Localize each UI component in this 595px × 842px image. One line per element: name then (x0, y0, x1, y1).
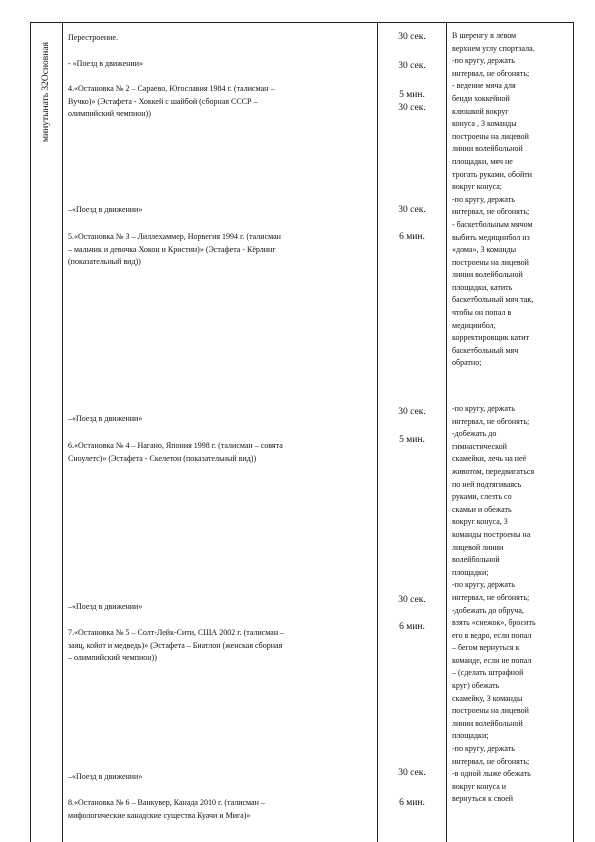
method-note (452, 30, 572, 370)
method-note-line: круг) обежать (452, 681, 500, 691)
method-note-line: -по кругу, держать (452, 404, 515, 413)
method-note-line: медицинбол, (452, 320, 496, 330)
method-note-line: по ней подтягиваясь (452, 479, 522, 489)
method-note-line: бенди хоккейной (452, 93, 510, 103)
content-paragraph-line: Перестроение. (68, 33, 118, 42)
duration-label (382, 31, 442, 43)
content-paragraph-line: Сноулетс)» (Эстафета - Скелетон (показательный вид)) (68, 453, 257, 463)
method-note-line: интервал, не обгонять; (452, 756, 530, 766)
duration-label-line: 30 сек. (398, 32, 426, 42)
content-paragraph (68, 231, 376, 269)
method-note-line: скамьи и обежать (452, 504, 512, 514)
content-paragraph-line: 6.«Остановка № 4 – Нагано, Япония 1998 г. (талисман – совята (68, 441, 283, 450)
content-paragraph-line: (показательный вид)) (68, 257, 141, 267)
method-note-line: -добежать до обруча, (452, 605, 524, 615)
method-note-line: его в ведро, если попал (452, 630, 532, 640)
method-note-line: площадки; (452, 731, 489, 741)
content-paragraph (68, 32, 376, 45)
method-note-line: -по кругу, держать (452, 56, 515, 66)
duration-label (382, 204, 442, 216)
method-note-line: команде, если не попал (452, 655, 532, 665)
method-note-line: животом, передвигаться (452, 466, 535, 476)
method-note-line: волейбольной (452, 555, 500, 565)
content-paragraph-line: –«Поезд в движении» (68, 772, 143, 781)
duration-label (382, 594, 442, 606)
content-paragraph-line: – мальчик и девочка Хокон и Кристин)» (Эстафета - Кёрлинг (68, 244, 276, 254)
content-paragraph-line: Вучко)» (Эстафета - Хоккей с шайбой (сборная СССР – (68, 96, 258, 106)
method-note-line: вокруг конуса и (452, 781, 507, 791)
method-note-line: построены на лицевой (452, 131, 529, 141)
method-note-line: площадки, катить (452, 282, 513, 292)
content-paragraph-line: олимпийский чемпион)) (68, 109, 151, 119)
method-note-line: скамейку, 3 команды (452, 693, 523, 703)
content-paragraph (68, 601, 376, 614)
duration-label (382, 797, 442, 809)
method-note-line: баскетбольный мяч так, (452, 295, 534, 305)
content-paragraph (68, 58, 376, 71)
duration-label (382, 434, 442, 446)
method-note-line: «дома», 3 команды (452, 245, 517, 255)
column-divider (377, 22, 378, 842)
method-note-line: -по кругу, держать (452, 744, 515, 754)
duration-label-line: 30 сек. (398, 103, 426, 113)
section-label-text: минутынать 32Основная (41, 42, 51, 142)
content-paragraph-line: –«Поезд в движении» (68, 414, 143, 423)
duration-label (382, 621, 442, 633)
method-note-line: площадки, мяч не (452, 156, 513, 166)
duration-label (382, 102, 442, 114)
method-note-line: команды построены на (452, 529, 531, 539)
duration-label-line: 30 сек. (398, 768, 426, 778)
content-paragraph (68, 440, 376, 465)
duration-label (382, 406, 442, 418)
content-paragraph-line: 5.«Остановка № 3 – Лиллехаммер, Норвегия 1994 г. (талисман (68, 232, 281, 241)
content-paragraph-line: 7.«Остановка № 5 – Солт-Лейк-Сити, США 2002 г. (талисман – (68, 628, 285, 637)
content-paragraph-line: заяц, койот и медведь)» (Эстафета – Биатлон (женская сборная (68, 640, 283, 650)
method-note-line: клюшкой вокруг (452, 106, 509, 116)
method-note-line: скамейки, лечь на неё (452, 454, 527, 464)
method-note-line: -по кругу, держать (452, 194, 515, 204)
content-paragraph-line: –«Поезд в движении» (68, 205, 143, 214)
duration-label-line: 30 сек. (398, 407, 426, 417)
content-paragraph (68, 771, 376, 784)
method-note-line: интервал, не обгонять; (452, 592, 530, 602)
content-paragraph-line: –«Поезд в движении» (68, 602, 143, 611)
method-note-line: баскетбольный мяч (452, 345, 519, 355)
method-note-line: обратно; (452, 358, 482, 368)
duration-label-line: 5 мин. (399, 90, 425, 100)
content-paragraph-line: 8.«Остановка № 6 – Ванкувер, Канада 2010 г. (талисман – (68, 798, 265, 807)
column-divider (62, 22, 63, 842)
method-note-line: лицевой линии (452, 542, 504, 552)
content-paragraph (68, 413, 376, 426)
method-note-line: гимнастической (452, 441, 507, 451)
section-label (31, 22, 61, 162)
method-note-line: линии волейбольной (452, 144, 523, 154)
table-right-border (573, 22, 574, 842)
method-note-line: руками, слезть со (452, 492, 512, 502)
method-note-line: вернуться к своей (452, 794, 514, 804)
method-note-line: – (сделать штрафной (452, 668, 524, 678)
content-paragraph (68, 627, 376, 665)
method-note-line: верхнем углу спортзала. (452, 43, 535, 53)
method-note (452, 403, 572, 806)
duration-label-line: 30 сек. (398, 595, 426, 605)
duration-label (382, 89, 442, 101)
duration-label-line: 6 мин. (399, 232, 425, 242)
method-note-line: -по кругу, держать (452, 580, 515, 590)
duration-label-line: 30 сек. (398, 205, 426, 215)
content-paragraph (68, 204, 376, 217)
method-note-line: вокруг конуса, 3 (452, 517, 508, 527)
method-note-line: чтобы он попал в (452, 308, 512, 318)
method-note-line: интервал, не обгонять; (452, 416, 530, 426)
content-paragraph-line: 4.«Остановка № 2 – Сараево, Югославия 1984 г. (талисман – (68, 84, 275, 93)
method-note-line: выбить медицинбол из (452, 232, 530, 242)
column-divider (446, 22, 447, 842)
content-paragraph-line: – олимпийский чемпион)) (68, 653, 157, 663)
method-note-line: интервал, не обгонять; (452, 207, 530, 217)
method-note-line: - ведение мяча для (452, 81, 516, 91)
content-paragraph-line: - «Поезд в движении» (68, 59, 143, 68)
method-note-line: трогать руками, обойти (452, 169, 533, 179)
content-paragraph (68, 83, 376, 121)
content-paragraph (68, 797, 376, 822)
duration-label-line: 5 мин. (399, 435, 425, 445)
method-note-line: вокруг конуса; (452, 182, 502, 192)
duration-label (382, 767, 442, 779)
method-note-line: - баскетбольным мячом (452, 219, 533, 229)
content-paragraph-line: мифологические канадские существа Куачи и Мига)» (68, 810, 251, 820)
method-note-line: В шеренгу в левом (452, 31, 517, 40)
duration-label-line: 30 сек. (398, 61, 426, 71)
duration-label (382, 60, 442, 72)
method-note-line: конуса , 3 команды (452, 119, 517, 129)
method-note-line: интервал, не обгонять; (452, 68, 530, 78)
duration-label-line: 6 мин. (399, 798, 425, 808)
method-note-line: – бегом вернуться к (452, 643, 520, 653)
table-top-border (30, 22, 574, 23)
method-note-line: построены на лицевой (452, 706, 529, 716)
method-note-line: линии волейбольной (452, 718, 523, 728)
method-note-line: площадки; (452, 567, 489, 577)
method-note-line: взять «снежок», бросить (452, 618, 536, 628)
method-note-line: -добежать до (452, 429, 497, 439)
duration-label (382, 231, 442, 243)
method-note-line: линии волейбольной (452, 270, 523, 280)
duration-label-line: 6 мин. (399, 622, 425, 632)
method-note-line: построены на лицевой (452, 257, 529, 267)
method-note-line: корректировщик катит (452, 333, 530, 343)
method-note-line: -в одной лыже обежать (452, 769, 531, 779)
